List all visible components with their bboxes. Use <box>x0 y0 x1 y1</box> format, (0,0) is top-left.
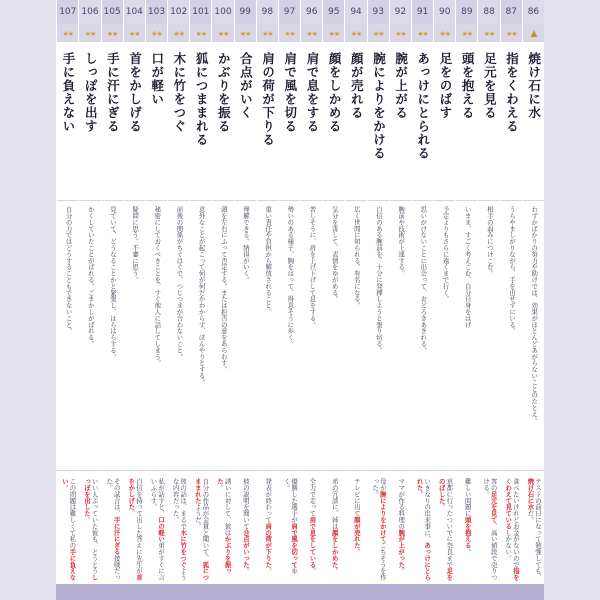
example-highlight: 頭を抱える <box>463 516 472 549</box>
divider <box>102 470 123 471</box>
difficulty-stars: ★★ <box>173 30 184 38</box>
difficulty-stars: ★★ <box>195 30 207 38</box>
idiom-page <box>56 0 544 600</box>
idiom-phrase: 指をくわえる <box>504 52 520 133</box>
divider <box>523 200 544 201</box>
divider <box>257 200 278 201</box>
example-text: 。 <box>264 567 273 575</box>
example-text: だ。 <box>526 510 535 523</box>
idiom-example <box>82 478 97 582</box>
divider <box>168 200 189 201</box>
idiom-entry <box>522 0 544 600</box>
example-text: テレビに出て <box>352 478 361 517</box>
divider <box>478 470 499 471</box>
example-text: ごちそうを作った。 <box>371 478 387 581</box>
idiom-example <box>463 478 471 582</box>
divider <box>412 470 433 471</box>
example-highlight: 足元を見て <box>489 490 498 523</box>
difficulty-stars: ★★ <box>328 30 340 38</box>
idiom-meaning: 秘密にしておくべきことを、すぐ他人に話してしまう。 <box>153 206 162 366</box>
idiom-meaning: 腕前や技術が上達する。 <box>397 206 406 277</box>
idiom-example <box>308 478 316 582</box>
divider <box>456 200 477 201</box>
idiom-phrase: 肩の荷が下りる <box>260 52 276 147</box>
idiom-phrase: 口が軽い <box>149 52 165 106</box>
divider <box>124 200 145 201</box>
example-highlight: 肩で風を切って <box>290 522 299 568</box>
divider <box>79 200 100 201</box>
entry-number: 94 <box>345 0 366 24</box>
idiom-example <box>352 478 360 582</box>
idiom-meaning: 自信のある腕前を、十分に発揮しようと張り切る。 <box>375 206 383 354</box>
divider <box>345 470 366 471</box>
idiom-phrase: かぶりを振る <box>216 52 232 133</box>
example-text: 難しい問題に <box>463 478 472 517</box>
example-text: 。 <box>397 567 406 575</box>
divider <box>301 200 322 201</box>
idiom-entry <box>167 0 189 600</box>
divider <box>434 200 455 201</box>
idiom-entry <box>433 0 455 600</box>
entry-number: 100 <box>212 0 233 24</box>
divider <box>368 470 389 471</box>
example-highlight: あっけにとられた <box>415 478 432 581</box>
idiom-entry <box>300 0 322 600</box>
entry-number: 102 <box>168 0 189 24</box>
divider <box>501 200 522 201</box>
example-highlight: 狐につままれた <box>193 478 210 581</box>
entry-number: 89 <box>456 0 477 24</box>
example-highlight: 木に竹をつぐ <box>179 529 188 568</box>
divider <box>235 470 256 471</box>
idiom-meaning: 自分の力ではどうすることもできないこと。 <box>64 206 73 334</box>
difficulty-stars: ★★ <box>350 30 362 38</box>
idiom-meaning: いまま、すごく考えこむ、自分自身をはげ <box>463 206 472 328</box>
idiom-entry <box>256 0 278 600</box>
difficulty-stars: ★★ <box>239 30 251 38</box>
idiom-phrase: 木に竹をつぐ <box>171 52 187 133</box>
idiom-example <box>264 478 272 582</box>
idiom-entry <box>234 0 256 600</box>
idiom-meaning: 理解できる。納得がいく。 <box>241 206 250 283</box>
divider <box>434 470 455 471</box>
idiom-entry <box>145 0 167 600</box>
entry-number: 91 <box>412 0 433 24</box>
divider <box>368 200 389 201</box>
difficulty-stars: ▲ <box>530 29 537 39</box>
example-highlight: 肩の荷が下りた <box>264 522 273 568</box>
idiom-example <box>215 478 230 582</box>
example-text: 自信を持って出した答えに先生が <box>134 478 143 574</box>
example-text: 優勝した選手が <box>290 478 299 523</box>
example-text: 。 <box>330 567 339 575</box>
idiom-meaning: 疑問に思う。不審に思う。 <box>131 206 140 283</box>
difficulty-stars: ★★ <box>151 30 162 38</box>
idiom-meaning: 重い責任や負担から解放されること。 <box>264 206 273 315</box>
example-text: 母が <box>378 478 387 491</box>
entry-number: 101 <box>190 0 211 24</box>
divider <box>212 200 233 201</box>
example-text: ママが作る料理の <box>397 478 406 530</box>
divider <box>235 200 256 201</box>
example-text: 自分の作品が金賞と聞いて、 <box>201 478 210 562</box>
right-margin-band <box>544 0 600 600</box>
example-highlight: 口の軽い <box>157 516 166 543</box>
idiom-example <box>481 478 496 582</box>
idiom-entry <box>389 0 411 600</box>
entry-number: 97 <box>279 0 300 24</box>
difficulty-stars: ★★ <box>461 30 473 38</box>
divider <box>279 470 300 471</box>
example-highlight: 腕によりをかけて <box>378 490 387 543</box>
example-text: 。 <box>241 567 250 575</box>
idiom-phrase: 足元を見る <box>482 52 498 120</box>
idiom-meaning: 見ていて、どうなることかと緊張し、はらはらする。 <box>108 206 117 360</box>
example-highlight: 足をのばした <box>437 478 454 581</box>
divider <box>57 200 78 201</box>
idiom-example <box>60 478 75 582</box>
entry-number: 104 <box>124 0 145 24</box>
divider <box>57 470 78 471</box>
idiom-meaning: 勢いのある様子。胸をはって、得意そうに歩く。 <box>286 206 295 347</box>
example-text: 。 <box>463 548 472 555</box>
idiom-entry <box>455 0 477 600</box>
example-text: 客の <box>489 478 498 491</box>
example-text: 私が話すと、 <box>157 478 166 517</box>
example-text: 。 <box>308 567 317 575</box>
idiom-meaning: 相手の弱みにつけこむ。 <box>485 206 494 277</box>
divider <box>323 470 344 471</box>
idiom-example <box>415 478 430 582</box>
example-text: 全力で走って <box>308 478 317 517</box>
entry-number: 107 <box>57 0 78 24</box>
divider <box>478 200 499 201</box>
idiom-meaning: 予定よりもさらに遠くまで行く。 <box>441 206 450 302</box>
example-highlight: 合点がいった <box>241 529 250 568</box>
divider <box>124 470 145 471</box>
idiom-entry <box>211 0 233 600</box>
idiom-meaning: 頭を左右にふって否定する。または拒否の意をあらわす。 <box>219 206 228 373</box>
example-text: 彼の説明を聞いて <box>241 478 250 530</box>
idiom-meaning: うらやましがりながら、手を出せずにいる。 <box>508 206 517 334</box>
entry-number: 88 <box>478 0 499 24</box>
idiom-example <box>105 478 120 582</box>
divider <box>390 470 411 471</box>
idiom-example <box>371 478 386 582</box>
idiom-phrase: 腕によりをかける <box>371 52 387 160</box>
example-highlight: 焼け石に水 <box>526 478 535 510</box>
difficulty-stars: ★★ <box>395 30 406 38</box>
difficulty-stars: ★★ <box>439 30 450 38</box>
divider <box>102 200 123 201</box>
divider <box>412 200 433 201</box>
idiom-entry <box>500 0 522 600</box>
example-highlight: 腕が上がった <box>397 529 406 568</box>
divider <box>390 200 411 201</box>
difficulty-stars: ★★ <box>505 30 517 38</box>
example-highlight: 手に汗にぎる <box>112 516 121 555</box>
idiom-entry <box>278 0 300 600</box>
example-text: 。 <box>216 484 224 491</box>
example-text: 。 <box>415 490 424 498</box>
example-text: 彼の話は、まるで <box>179 478 188 530</box>
idiom-phrase: 腕が上がる <box>393 52 409 120</box>
idiom-example <box>397 478 405 582</box>
idiom-phrase: あっけにとられる <box>415 52 431 160</box>
idiom-phrase: 狐につままれる <box>194 52 210 147</box>
entry-number: 93 <box>368 0 389 24</box>
idiom-example <box>282 478 297 582</box>
divider <box>345 200 366 201</box>
entry-number: 99 <box>235 0 256 24</box>
divider <box>501 470 522 471</box>
idiom-phrase: 顔が売れる <box>349 52 365 120</box>
idiom-example <box>504 478 519 582</box>
example-text: テストの前日になって勉強しても、 <box>534 478 542 581</box>
idiom-phrase: 肩で風を切る <box>282 52 298 133</box>
divider <box>79 470 100 471</box>
divider <box>168 470 189 471</box>
entry-number: 95 <box>323 0 344 24</box>
idiom-entry <box>123 0 145 600</box>
example-highlight: 手に負えない <box>60 478 77 581</box>
example-text: 歩く。 <box>282 478 299 575</box>
example-text: いい人ぶっていた彼も、とうとう <box>90 478 99 574</box>
example-text: 。 <box>82 516 91 523</box>
entry-number: 87 <box>501 0 522 24</box>
idiom-meaning: 思いがけないことに出会って、おどろきあきれる。 <box>419 206 428 354</box>
entry-number: 96 <box>301 0 322 24</box>
idiom-meaning: 広く世間に知られる。有名になる。 <box>352 206 361 309</box>
example-text: しかない。 <box>504 529 513 562</box>
entry-number: 86 <box>523 0 544 24</box>
example-text: 京都に行ったついでに奈良まで <box>445 478 454 568</box>
divider <box>146 470 167 471</box>
idiom-entry <box>78 0 100 600</box>
example-text: 。 <box>60 484 69 491</box>
example-text: 弟の冗談に、姉は <box>330 478 339 530</box>
idiom-phrase: 頭を抱える <box>460 52 476 120</box>
difficulty-stars: ★★ <box>372 30 384 38</box>
difficulty-stars: ★★ <box>217 30 229 38</box>
idiom-entry <box>411 0 433 600</box>
entry-number: 105 <box>102 0 123 24</box>
idiom-meaning: 前後の関係がちぐはぐで、つじつまが合わないこと。 <box>175 206 184 360</box>
example-text: ような内容だった。 <box>171 478 188 581</box>
idiom-phrase: 手に負えない <box>61 52 77 133</box>
idiom-example <box>127 478 142 582</box>
idiom-entry <box>189 0 211 600</box>
idiom-example <box>330 478 338 582</box>
idiom-phrase: 焼け石に水 <box>526 52 542 120</box>
idiom-meaning: わずかばかりの努力や助けでは、効果がほとんどあがらないことのたとえ。 <box>530 206 539 424</box>
idiom-entry <box>344 0 366 600</box>
idiom-example <box>193 478 208 582</box>
entry-number: 90 <box>434 0 455 24</box>
divider <box>146 200 167 201</box>
difficulty-stars: ★★ <box>84 30 96 38</box>
difficulty-stars: ★★ <box>262 30 273 38</box>
divider <box>190 200 211 201</box>
idiom-entry <box>477 0 499 600</box>
difficulty-stars: ★★ <box>106 30 118 38</box>
example-text: いきなりの出来事に、 <box>423 478 432 542</box>
idiom-entry <box>101 0 123 600</box>
entry-number: 106 <box>79 0 100 24</box>
divider <box>523 470 544 471</box>
idiom-example <box>171 478 186 582</box>
divider <box>212 470 233 471</box>
idiom-meaning: かくしていたことがばれる。ごまかしがばれる。 <box>86 206 95 347</box>
example-highlight: かぶりを振った <box>216 478 232 575</box>
difficulty-stars: ★★ <box>306 30 317 38</box>
difficulty-stars: ★★ <box>62 30 74 38</box>
idiom-meaning: 意外なことが起こって何が何だかわからず、ぼんやりとする。 <box>197 206 206 386</box>
example-text: ようだ。 <box>193 503 202 530</box>
idiom-phrase: しっぽを出す <box>83 52 99 133</box>
example-text: この問題は難しくて私の <box>68 478 77 549</box>
difficulty-stars: ★★ <box>129 30 140 38</box>
example-highlight: 顔をしかめた <box>330 529 339 568</box>
example-text: 。 <box>437 503 446 511</box>
entry-number: 92 <box>390 0 411 24</box>
divider <box>456 470 477 471</box>
example-text: 食べたいけれどお金がないので <box>511 478 520 568</box>
example-text: 発表が終わって <box>264 478 273 523</box>
divider <box>279 200 300 201</box>
idiom-example <box>241 478 249 582</box>
example-text: 誘いに対して、彼は <box>223 478 232 536</box>
idiom-phrase: 顔をしかめる <box>327 52 343 133</box>
idiom-example <box>437 478 452 582</box>
example-highlight: しっぽを出した <box>82 478 99 581</box>
idiom-meaning: 苦しそうに、肩を上げ下げして息をする。 <box>308 206 317 328</box>
example-highlight: 顔が売れた <box>352 516 361 549</box>
idiom-phrase: 肩で息をする <box>304 52 320 133</box>
difficulty-stars: ★★ <box>284 30 295 38</box>
example-text: 弟がすぐに言いふらす。 <box>149 478 166 581</box>
example-highlight: 首をかしげた <box>127 478 143 581</box>
difficulty-stars: ★★ <box>417 30 428 38</box>
left-margin-band <box>0 0 56 600</box>
example-text: 、高い値段で売りつける。 <box>482 478 498 581</box>
example-text: その試合は、 <box>112 478 121 517</box>
example-highlight: 指をくわえて見ている <box>504 478 520 581</box>
idiom-example <box>526 478 541 582</box>
idiom-phrase: 合点がいく <box>238 52 254 120</box>
entry-number: 98 <box>257 0 278 24</box>
divider <box>323 200 344 201</box>
idiom-phrase: 足をのばす <box>437 52 453 120</box>
idiom-entry <box>56 0 78 600</box>
footer-band <box>56 584 544 600</box>
idiom-entry <box>367 0 389 600</box>
example-highlight: 肩で息をしている <box>308 516 317 568</box>
idiom-entry <box>322 0 344 600</box>
divider <box>190 470 211 471</box>
idiom-columns <box>56 0 544 600</box>
divider <box>257 470 278 471</box>
idiom-meaning: 気分を害して、表情をゆがめる。 <box>330 206 339 302</box>
example-text: 。 <box>352 548 361 555</box>
divider <box>301 470 322 471</box>
example-text: 。 <box>127 510 136 517</box>
difficulty-stars: ★★ <box>483 30 495 38</box>
entry-number: 103 <box>146 0 167 24</box>
idiom-phrase: 手に汗にぎる <box>105 52 121 133</box>
idiom-phrase: 首をかしげる <box>127 52 143 133</box>
example-text: 接戦だった。 <box>105 478 121 581</box>
idiom-example <box>149 478 164 582</box>
